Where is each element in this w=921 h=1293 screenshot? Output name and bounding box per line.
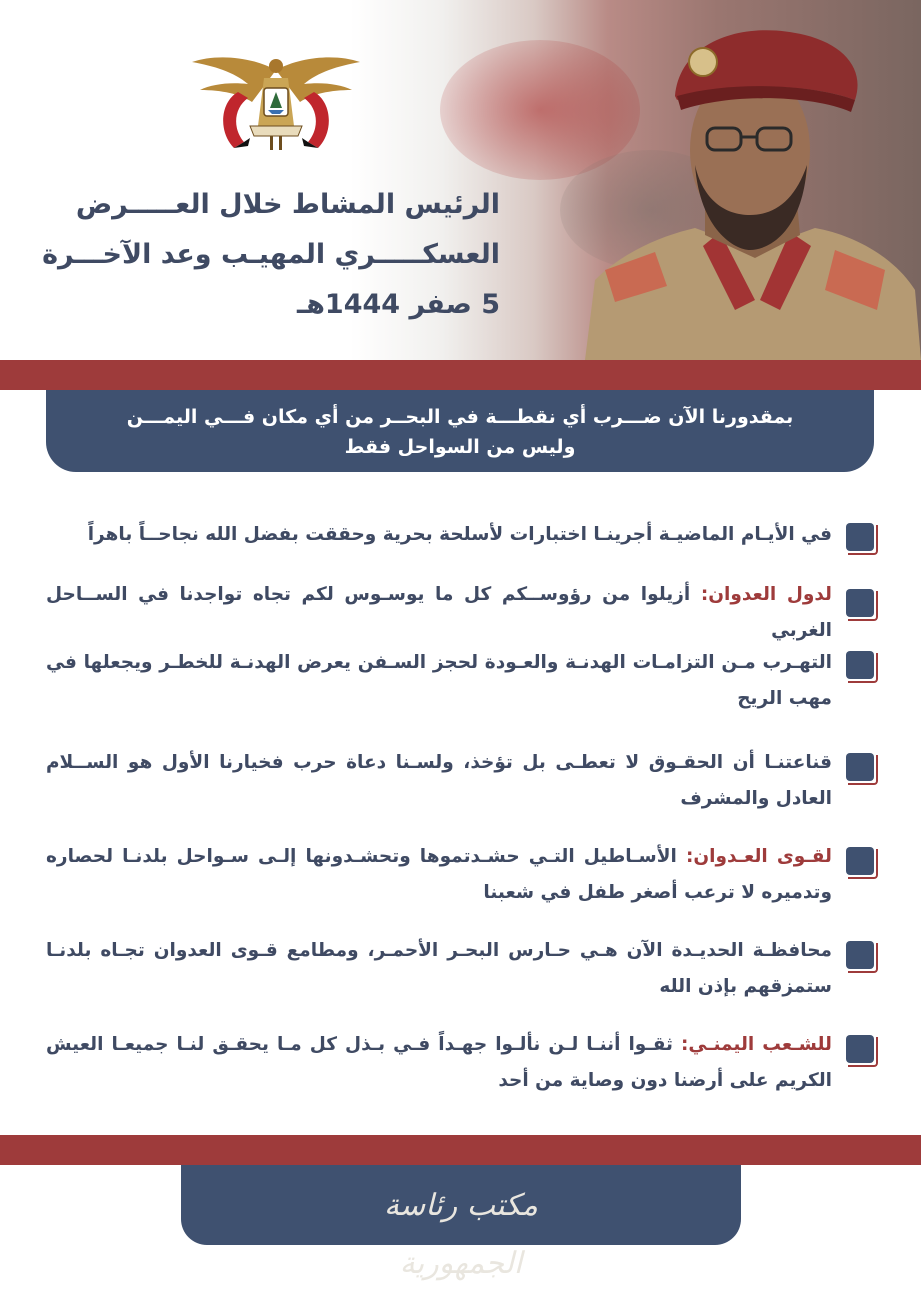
presidency-office-logo: مكتب رئاسة الجمهورية [384, 1188, 538, 1281]
item-lead: لقـوى العـدوان: [685, 846, 832, 867]
hero-title [40, 180, 500, 330]
top-divider-bar [0, 360, 921, 390]
square-bullet-icon [846, 1035, 874, 1063]
item-lead: للشـعب اليمنـي: [681, 1034, 832, 1055]
square-bullet-icon [846, 847, 874, 875]
item-lead: لدول العدوان: [700, 584, 832, 605]
square-bullet-icon [846, 589, 874, 617]
hero-title-line-2: العسكـــــري المهيـب وعد الآخـــرة [42, 239, 500, 270]
item-text: قناعتنـا أن الحقـوق لا تعطـى بل تؤخذ، ولسـنا دعاة حرب فخيارنا الأول هو الســلام العادل والمشرف [46, 752, 832, 809]
square-bullet-icon [846, 651, 874, 679]
square-bullet-icon [846, 753, 874, 781]
hero-title-line-1: الرئيس المشاط خلال العـــــرض [75, 189, 500, 220]
headline-line-1: بمقدورنا الآن ضـــرب أي نقطـــة في البحــر من أي مكان فـــي اليمـــن [126, 406, 794, 428]
headline-box [46, 390, 874, 472]
hero-date: 5 صفر 1444هـ [296, 289, 500, 320]
yemen-emblem-icon [190, 52, 362, 154]
bottom-divider-bar [0, 1135, 921, 1165]
square-bullet-icon [846, 523, 874, 551]
hero-banner [0, 0, 921, 360]
item-text: الأسـاطيل التـي حشـدتموها وتحشـدونها إلـى سـواحل بلدنـا لحصاره وتدميره لا ترعب أصغر طفل في شعبنا [46, 846, 832, 903]
item-text: أزيلوا من رؤوســكم كل ما يوسـوس لكم تجاه تواجدنا في الســاحل الغربي [46, 584, 832, 641]
president-portrait [585, 0, 921, 360]
headline-line-2: وليس من السواحل فقط [344, 436, 576, 458]
item-text: في الأيـام الماضيـة أجرينـا اختبارات لأسلحة بحرية وحققت بفضل الله نجاحــاً باهراً [87, 524, 832, 545]
footer-box [181, 1165, 741, 1281]
item-text: ثقـوا أننـا لـن نألـوا جهـداً فـي بـذل كل مـا يحقـق لنـا جميعـا العيش الكريم على أرضنا دون وصاية من أحد [46, 1034, 832, 1091]
square-bullet-icon [846, 941, 874, 969]
item-text: محافظـة الحديـدة الآن هـي حـارس البحـر الأحمـر، ومطامع قـوى العدوان تجـاه بلدنـا ستمزقهم بإذن الله [46, 940, 832, 997]
item-text: التهـرب مـن التزامـات الهدنـة والعـودة لحجز السـفن يعرض الهدنـة للخطـر ويجعلها في مهب الريح [46, 652, 832, 709]
